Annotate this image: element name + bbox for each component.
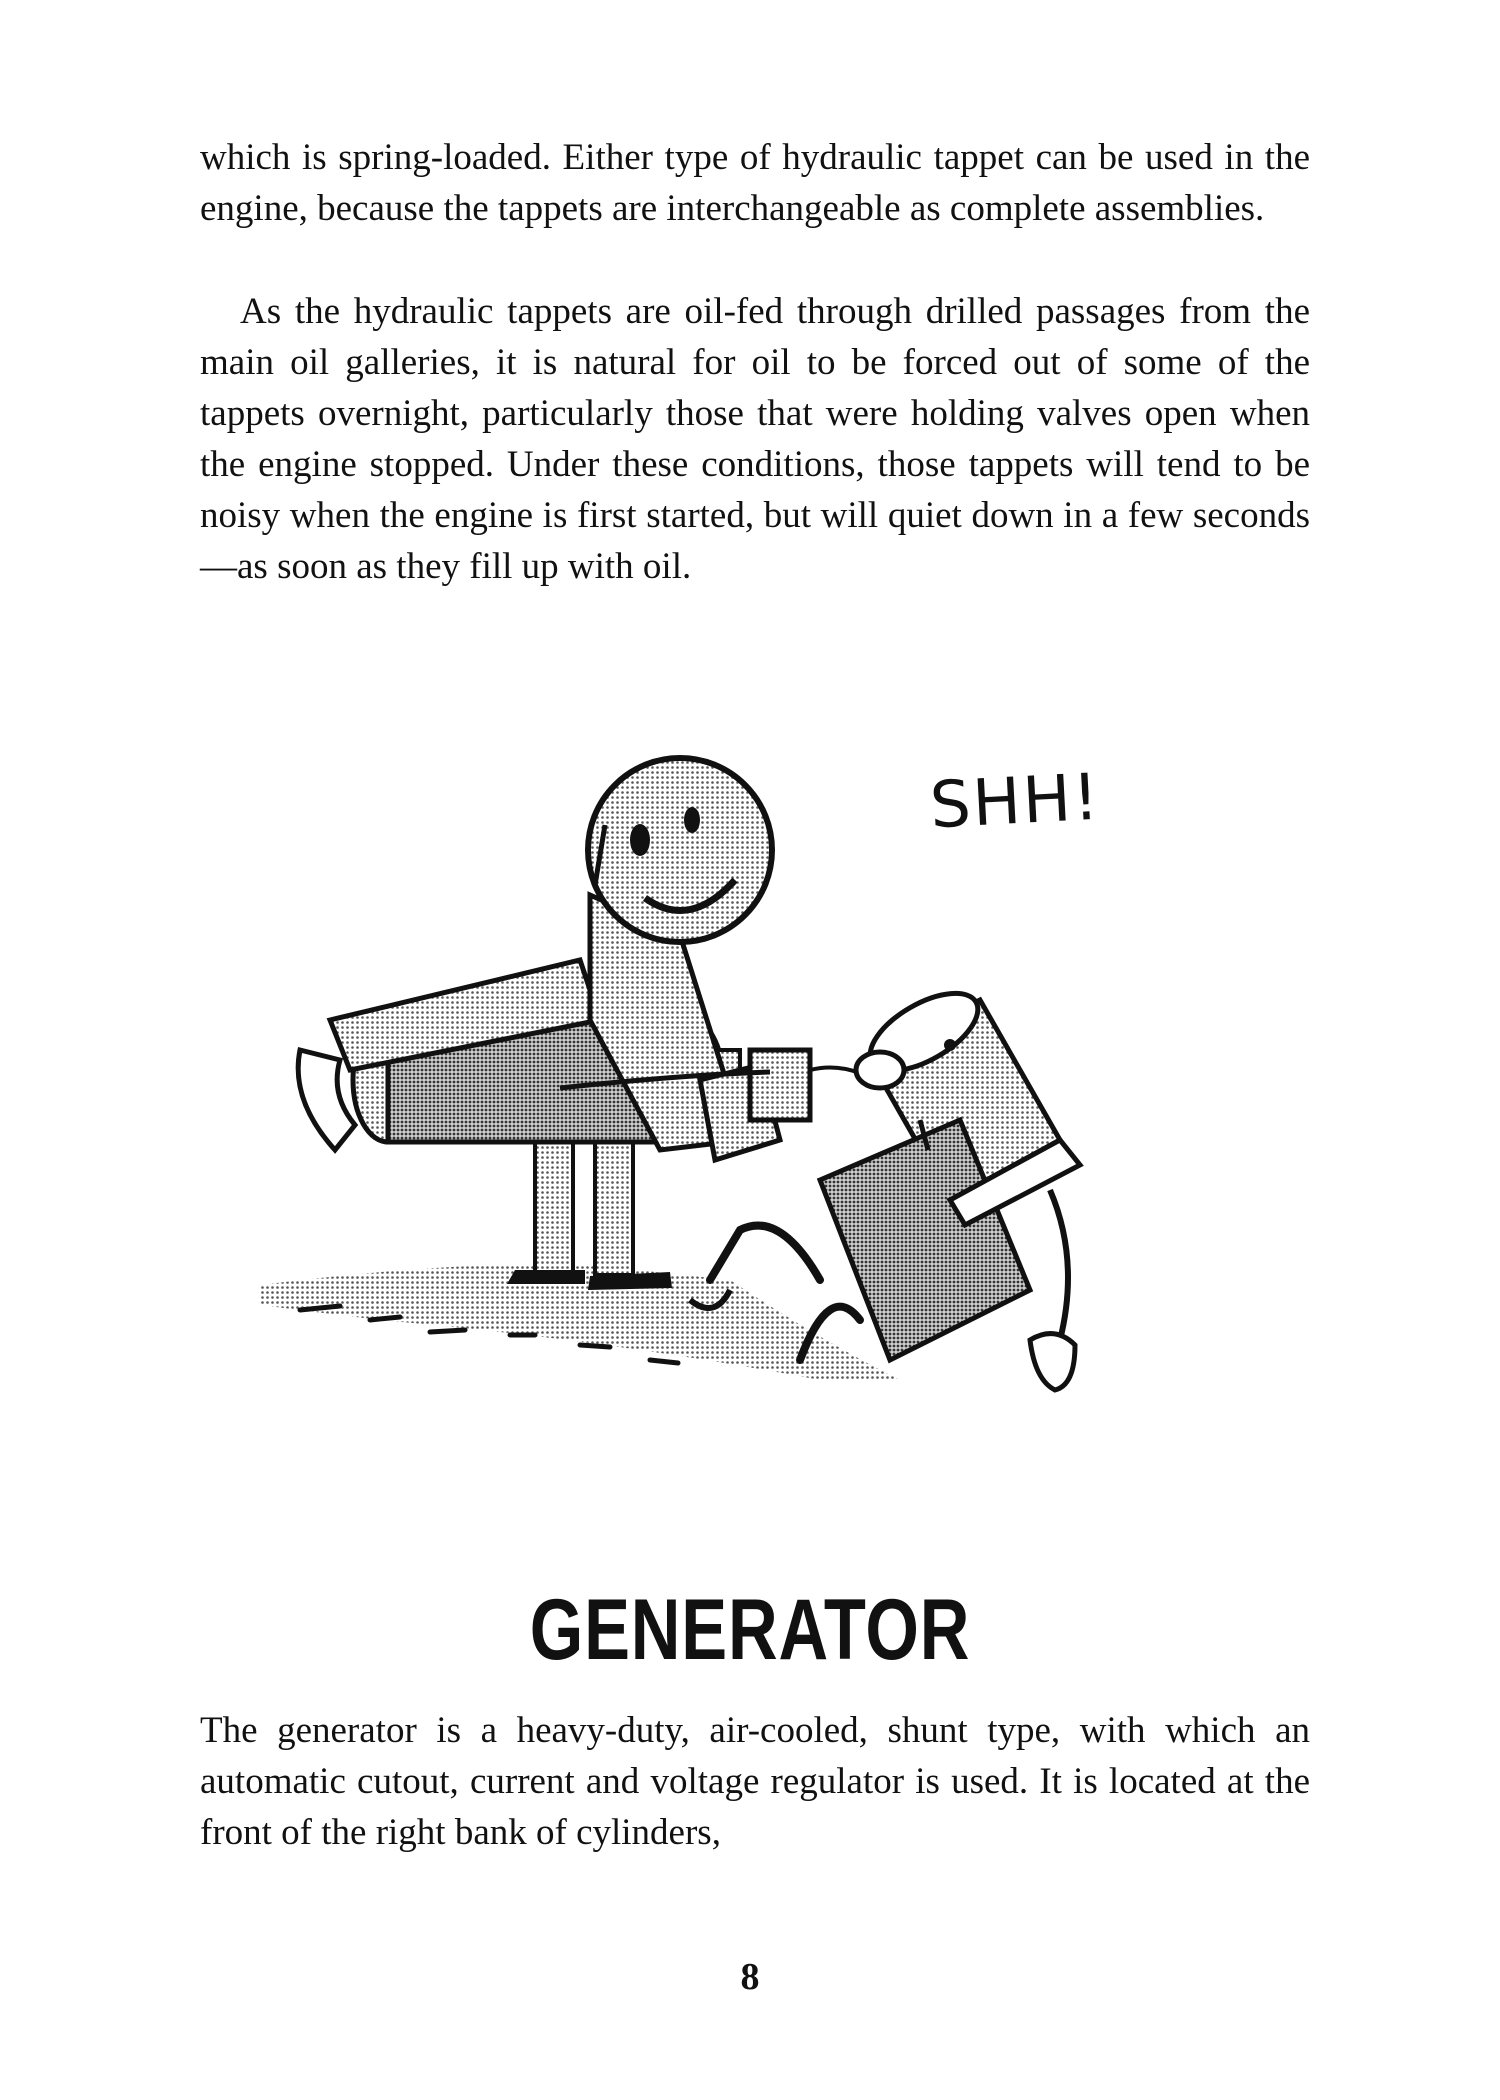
section-heading: GENERATOR	[529, 1582, 971, 1678]
page-number: 8	[740, 1956, 760, 1998]
body-paragraph-2: As the hydraulic tappets are oil-fed through drilled passages from the main oil galleries, it is natural for oil to be forced out of some of the tappets overnight, particularly those that were holding valves open when the engine stopped. Under these conditions, those tappets will tend to be noisy when the engine is first started, but will quiet down in a few seconds—as soon as they fill up with oil.	[200, 291, 1310, 587]
section-paragraph: The generator is a heavy-duty, air-cooled, shunt type, with which an automatic cutout, current and voltage regulator is used. It is located at the front of the right bank of cylinders,	[200, 1710, 1310, 1853]
mechanic-character	[298, 758, 890, 1290]
body-paragraph-1: which is spring-loaded. Either type of hydraulic tappet can be used in the engine, because the tappets are interchangeable as complete assemblies.	[200, 137, 1310, 229]
shh-exclamation-text: SHH!	[928, 760, 1103, 844]
